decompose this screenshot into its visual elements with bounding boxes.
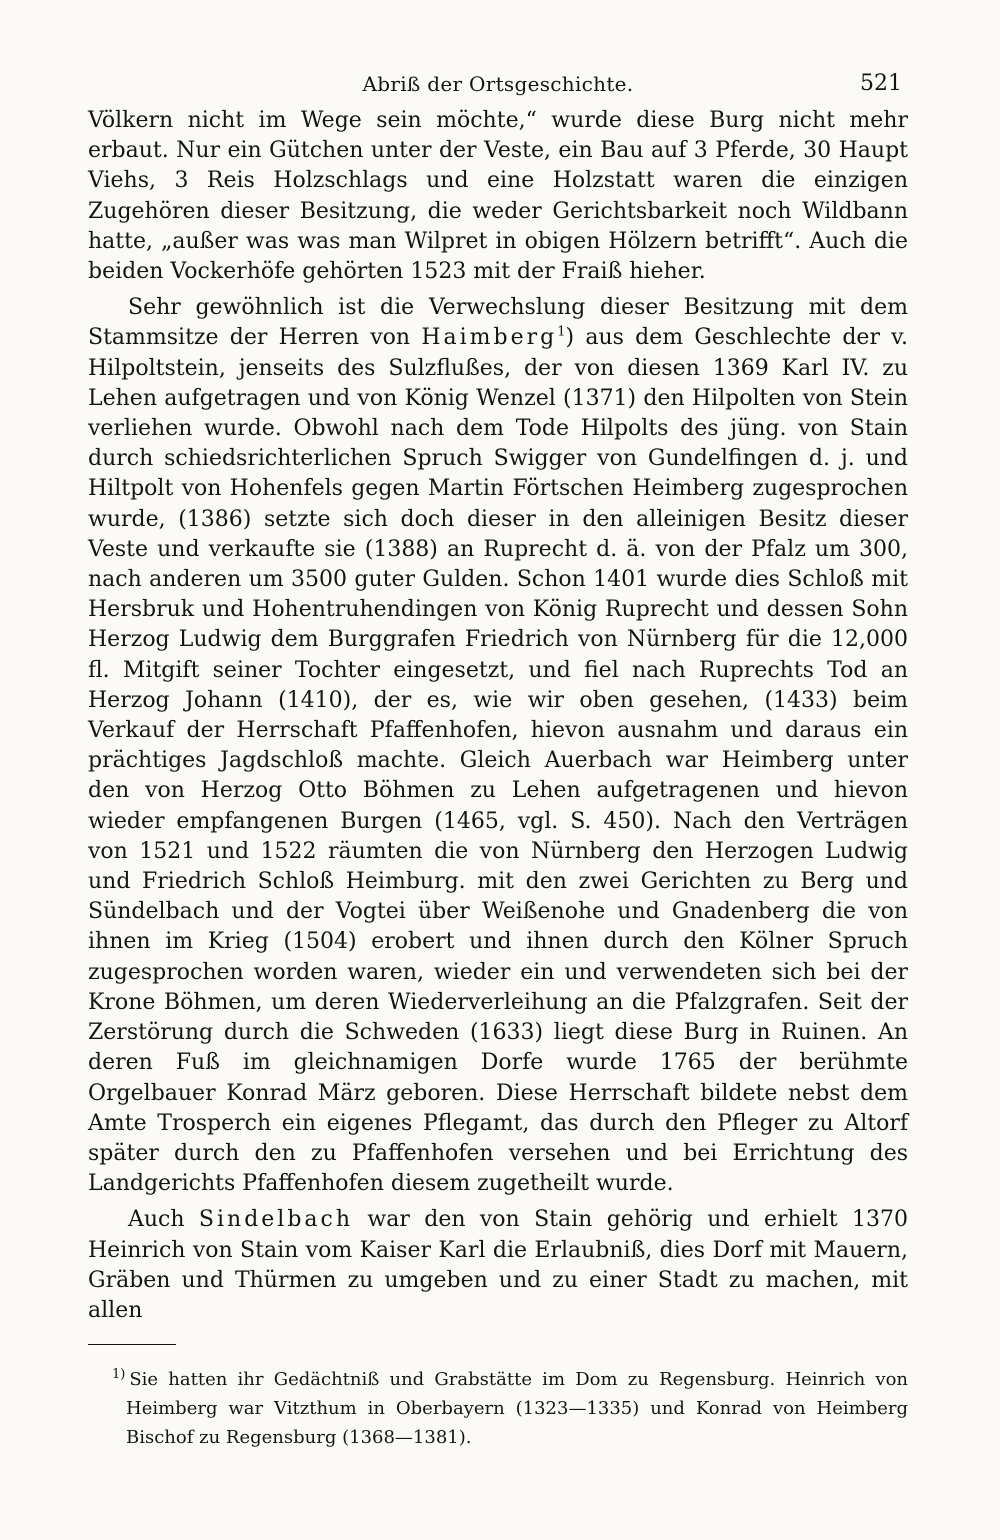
paragraph-3 [88,1205,908,1326]
footnote-1 [88,1365,908,1452]
emphasized-name-haimberg: Haimberg [421,325,558,351]
footnote-mark: 1) [112,1367,126,1383]
paragraph-2-text-end: ) aus dem Geschlechte der v. Hilpoltstein, jenseits des Sulzflußes, der von diesen 1369 Karl IV. zu Lehen aufgetragen und von König Wenzel (1371) den Hilpolten von Stein verliehen wurde. Obwohl nach dem Tode Hilpolts des jüng. von Stain durch schiedsrichterlichen Spruch Swigger von Gundelfingen d. j. und Hiltpolt von Hohenfels gegen Martin Förtschen Heimberg zugesprochen wurde, (1386) setzte sich doch dieser in den alleinigen Besitz dieser Veste und verkaufte sie (1388) an Ruprecht d. ä. von der Pfalz um 300, nach anderen um 3500 guter Gulden. Schon 1401 wurde dies Schloß mit Hersbruk und Hohentruhendingen von König Ruprecht und dessen Sohn Herzog Ludwig dem Burggrafen Friedrich von Nürnberg für die 12,000 fl. Mitgift seiner Tochter eingesetzt, und fiel nach Ruprechts Tod an Herzog Johann (1410), der es, wie wir oben gesehen, (1433) beim Verkauf der Herrschaft Pfaffenhofen, hievon ausnahm und daraus ein prächtiges Jagdschloß machte. Gleich Auerbach war Heimberg unter den von Herzog Otto Böhmen zu Lehen aufgetragenen und hievon wieder empfangenen Burgen (1465, vgl. S. 450). Nach den Verträgen von 1521 und 1522 räumten die von Nürnberg den Herzogen Ludwig und Friedrich Schloß Heimburg. mit den zwei Gerichten zu Berg und Sündelbach und der Vogtei über Weißenohe und Gnadenberg die von ihnen im Krieg (1504) erobert und ihnen durch den Kölner Spruch zugesprochen worden waren, wieder ein und verwendeten sich bei der Krone Böhmen, um deren Wiederverleihung an die Pfalzgrafen. Seit der Zerstörung durch die Schweden (1633) liegt diese Burg in Ruinen. An deren Fuß im gleichnamigen Dorfe wurde 1765 der berühmte Orgelbauer Konrad März geboren. Diese Herrschaft bildete nebst dem Amte Trosperch ein eigenes Pflegamt, das durch den Pfleger zu Altorf später durch den zu Pfaffenhofen versehen und bei Errichtung des Landgerichts Pfaffenhofen diesem zugetheilt wurde. [88,325,908,1197]
paragraph-2 [88,293,908,1199]
footnote-divider [88,1344,176,1345]
paragraph-3-text-end: war den von Stain gehörig und erhielt 1370 Heinrich von Stain vom Kaiser Karl die Erlaubniß, dies Dorf mit Mauern, Gräben und Thürmen zu umgeben und zu einer Stadt zu machen, mit allen [88,1207,908,1323]
running-header [88,62,908,106]
footnote-reference: 1 [557,325,566,341]
footnote-text: Sie hatten ihr Gedächtniß und Grabstätte im Dom zu Regensburg. Heinrich von Heimberg war Vitzthum in Oberbayern (1323—1335) und Konrad von Heimberg Bischof zu Regensburg (1368—1381). [126,1369,908,1449]
document-page [88,62,908,1502]
paragraph-2-text-start: Sehr gewöhnlich ist die Verwechslung dieser Besitzung mit dem Stammsitze der Herren von [88,295,908,351]
paragraph-3-text-start: Auch [128,1207,185,1233]
paragraph-1: Völkern nicht im Wege sein möchte,“ wurde diese Burg nicht mehr erbaut. Nur ein Gütchen unter der Veste, ein Bau auf 3 Pferde, 30 Haupt Viehs, 3 Reis Holzschlags und eine Holzstatt waren die einzigen Zugehören dieser Besitzung, die weder Gerichtsbarkeit noch Wildbann hatte, „außer was was man Wilpret in obigen Hölzern betrifft“. Auch die beiden Vockerhöfe gehörten 1523 mit der Fraiß hieher. [88,108,908,285]
main-text [88,106,908,1326]
page-number: 521 [860,71,902,96]
emphasized-name-sindelbach: Sindelbach [198,1207,354,1233]
running-title: Abriß der Ortsgeschichte. [362,72,634,96]
